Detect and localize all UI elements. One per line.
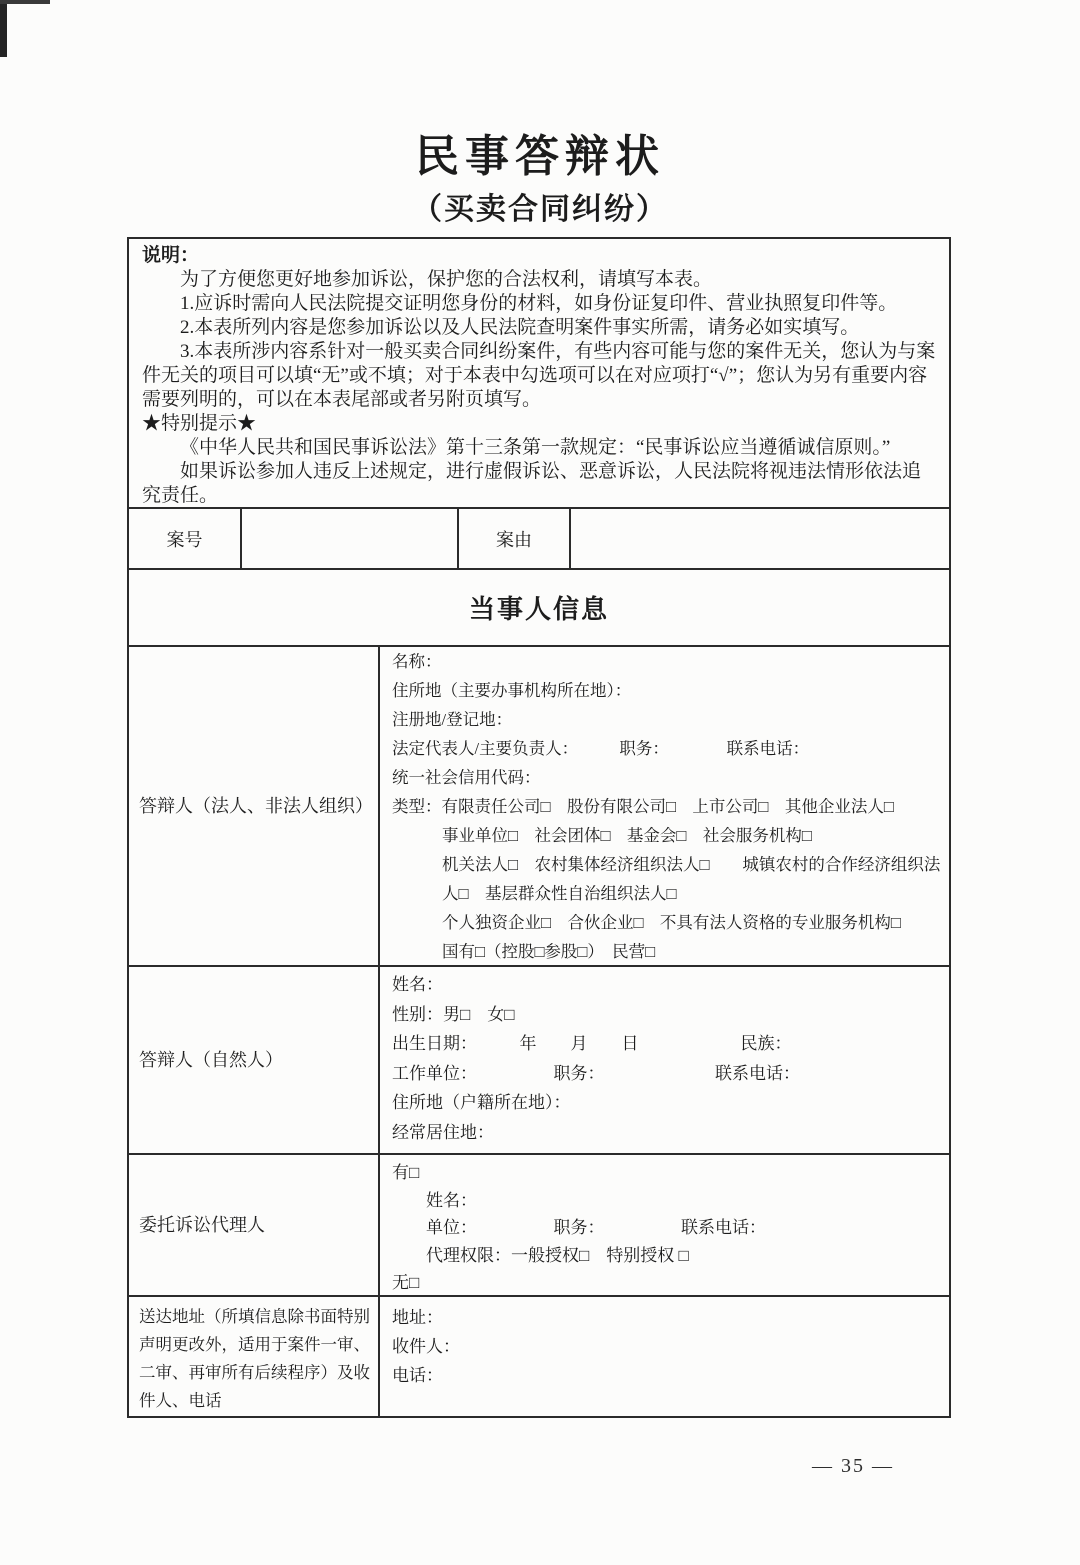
cause-label: 案由 [457, 509, 569, 568]
instruction-paragraph: 3.本表所涉内容系针对一般买卖合同纠纷案件，有些内容可能与您的案件无关，您认为与案件无关的项目可以填“无”或不填；对于本表中勾选项可以在对应项打“√”；您认为另有重要内容需要列明的，可以在本表尾部或者另附页填写。 [142, 341, 936, 410]
row-label-entity: 答辩人（法人、非法人组织） [139, 796, 373, 816]
entity-credit-code-field: 统一社会信用代码： [392, 768, 541, 787]
person-gender-options: 性别：男□ 女□ [392, 1004, 515, 1024]
entity-type-options: 机关法人□ 农村集体经济组织法人□ 城镇农村的合作经济组织法 [442, 855, 941, 874]
case-number-value [240, 509, 457, 568]
entity-type-options: 人□ 基层群众性自治组织法人□ [442, 884, 677, 903]
party-info-header: 当事人信息 [468, 594, 609, 624]
person-employer-field: 工作单位： 职务： 联系电话： [392, 1063, 800, 1083]
agent-employer-field: 单位： 职务： 联系电话： [426, 1218, 766, 1237]
instruction-paragraph: 2.本表所列内容是您参加诉讼以及人民法院查明案件事实所需，请务必如实填写。 [180, 317, 860, 338]
agent-row [129, 1153, 949, 1295]
respondent-entity-row [129, 645, 949, 965]
agent-name-field: 姓名： [426, 1190, 477, 1210]
row-label-address: 送达地址（所填信息除书面特别声明更改外，适用于案件一审、二审、再审所有后续程序）及收件人、电话 [139, 1307, 370, 1410]
entity-fields [378, 647, 949, 965]
case-number-label: 案号 [166, 529, 203, 550]
page-number: — 35 — [812, 1455, 894, 1477]
entity-legal-representative-field: 法定代表人/主要负责人： 职务： 联系电话： [392, 739, 810, 758]
address-recipient-field: 收件人： [392, 1337, 460, 1356]
agent-none-option: 无□ [392, 1273, 420, 1292]
row-label-agent: 委托诉讼代理人 [139, 1215, 265, 1235]
form-table [127, 237, 951, 1418]
special-notice-paragraph: 如果诉讼参加人违反上述规定，进行虚假诉讼、恶意诉讼，人民法院将视违法情形依法追究责任。 [142, 461, 922, 506]
row-label-person: 答辩人（自然人） [139, 1050, 283, 1070]
person-fields [378, 967, 949, 1153]
special-notice-title: ★特别提示★ [142, 413, 257, 434]
entity-domicile-field: 住所地（主要办事机构所在地）： [392, 681, 632, 700]
page-title: 民事答辩状 [415, 132, 665, 181]
party-info-header-row [129, 568, 949, 645]
instruction-paragraph: 1.应诉时需向人民法院提交证明您身份的材料，如身份证复印件、营业执照复印件等。 [180, 293, 898, 314]
agent-fields [378, 1155, 949, 1295]
entity-type-options: 国有□（控股□参股□） 民营□ [442, 942, 656, 961]
person-name-field: 姓名： [392, 975, 443, 994]
address-phone-field: 电话： [392, 1366, 443, 1385]
agent-has-option: 有□ [392, 1163, 420, 1182]
cause-value [569, 509, 949, 568]
service-address-row [129, 1295, 949, 1416]
special-notice-paragraph: 《中华人民共和国民事诉讼法》第十三条第一款规定：“民事诉讼应当遵循诚信原则。” [180, 437, 891, 458]
agent-authority-options: 代理权限：一般授权□ 特别授权 □ [426, 1245, 689, 1265]
instructions-cell [129, 239, 949, 507]
person-residence-field: 经常居住地： [392, 1122, 494, 1142]
person-domicile-field: 住所地（户籍所在地）： [392, 1093, 571, 1112]
case-row [129, 507, 949, 568]
entity-type-options: 事业单位□ 社会团体□ 基金会□ 社会服务机构□ [442, 826, 812, 845]
page-subtitle: （买卖合同纠纷） [412, 193, 668, 226]
address-field: 地址： [392, 1308, 443, 1327]
scan-artifact [0, 0, 50, 4]
instructions-row [129, 239, 949, 507]
address-fields [378, 1297, 949, 1416]
person-birthdate-field: 出生日期： 年 月 日 民族： [392, 1034, 792, 1053]
instruction-paragraph: 为了方便您更好地参加诉讼，保护您的合法权利，请填写本表。 [180, 269, 713, 290]
respondent-person-row [129, 965, 949, 1153]
instructions-heading: 说明： [142, 245, 200, 266]
scan-artifact [0, 0, 7, 57]
entity-registered-address-field: 注册地/登记地： [392, 710, 513, 729]
entity-type-options: 类型：有限责任公司□ 股份有限公司□ 上市公司□ 其他企业法人□ [392, 797, 894, 816]
entity-name-field: 名称： [392, 652, 442, 671]
entity-type-options: 个人独资企业□ 合伙企业□ 不具有法人资格的专业服务机构□ [442, 913, 901, 932]
